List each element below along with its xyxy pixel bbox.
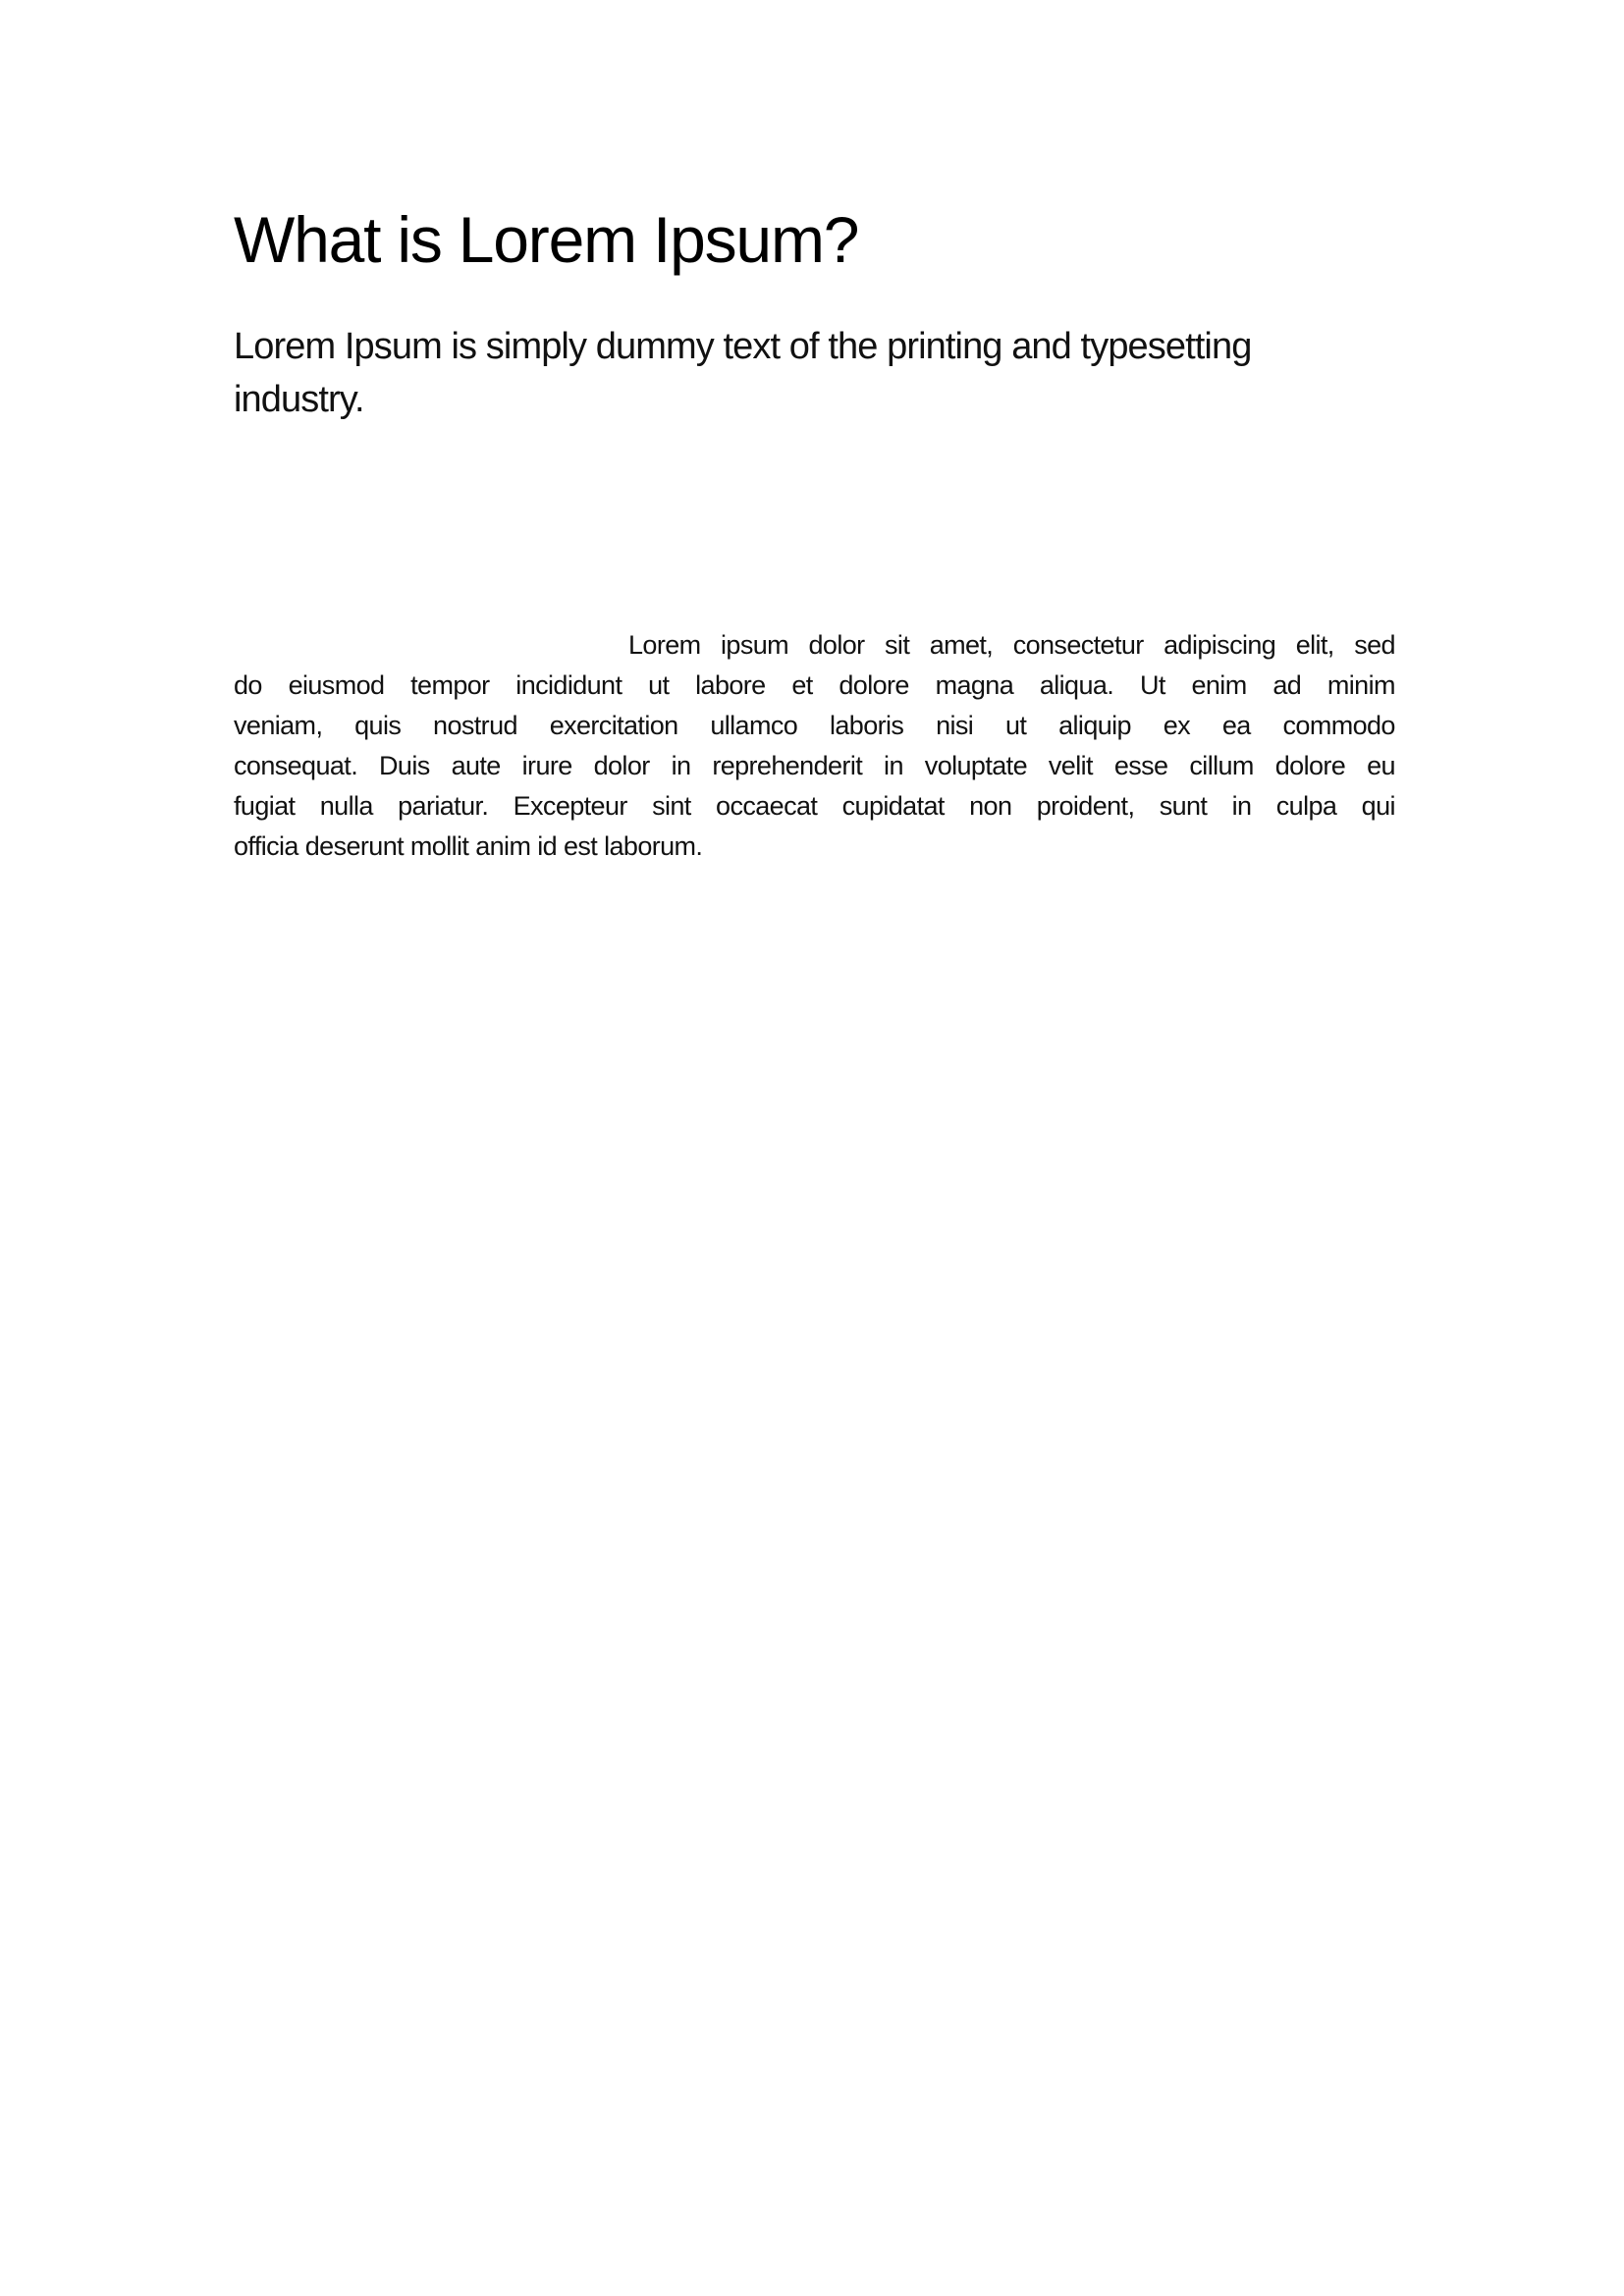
word: sint: [652, 791, 691, 821]
word: consequat.: [234, 751, 358, 780]
word: do: [234, 670, 262, 700]
word: et: [791, 670, 813, 700]
word: sunt: [1159, 791, 1208, 821]
paragraph-line: [234, 706, 1395, 746]
word: Lorem: [628, 630, 701, 660]
word: nostrud: [433, 711, 517, 740]
subtitle-line: Lorem Ipsum is simply dummy text of the printing and typesetting: [234, 326, 1252, 367]
word: eiusmod: [288, 670, 385, 700]
word: aute: [451, 751, 501, 780]
word: aliqua.: [1039, 670, 1114, 700]
word: reprehenderit: [712, 751, 863, 780]
word: in: [884, 751, 903, 780]
word: dolore: [1274, 751, 1346, 780]
word: in: [1231, 791, 1252, 821]
word: nisi: [936, 711, 974, 740]
word: culpa: [1275, 791, 1337, 821]
word: commodo: [1282, 711, 1395, 740]
word: ullamco: [710, 711, 798, 740]
word: ut: [1005, 711, 1027, 740]
paragraph-line: [234, 746, 1395, 786]
word: Excepteur: [513, 791, 627, 821]
word: magna: [935, 670, 1014, 700]
word: dolor: [808, 630, 865, 660]
word: esse: [1113, 751, 1168, 780]
word: nulla: [319, 791, 373, 821]
document-title: What is Lorem Ipsum?: [234, 203, 859, 276]
word: pariatur.: [398, 791, 489, 821]
paragraph-line: [628, 625, 1395, 666]
word: exercitation: [549, 711, 678, 740]
word: labore: [695, 670, 766, 700]
word: eu: [1367, 751, 1395, 780]
word: sed: [1354, 630, 1395, 660]
word: aliquip: [1058, 711, 1131, 740]
word: tempor: [410, 670, 490, 700]
word: elit,: [1295, 630, 1334, 660]
word: amet,: [929, 630, 994, 660]
word: velit: [1048, 751, 1093, 780]
word: sit: [885, 630, 910, 660]
word: ea: [1221, 711, 1251, 740]
word: dolor: [593, 751, 650, 780]
word: ipsum: [721, 630, 789, 660]
paragraph-line: [234, 666, 1395, 706]
word: occaecat: [716, 791, 818, 821]
word: veniam,: [234, 711, 323, 740]
word: ut: [648, 670, 670, 700]
word: irure: [521, 751, 572, 780]
word: cupidatat: [841, 791, 945, 821]
document-subtitle: [234, 320, 1395, 426]
word: dolore: [839, 670, 909, 700]
word: cillum: [1189, 751, 1254, 780]
word: qui: [1361, 791, 1395, 821]
word: ad: [1272, 670, 1302, 700]
word: minim: [1326, 670, 1395, 700]
word: incididunt: [515, 670, 623, 700]
word: fugiat: [234, 791, 296, 821]
word: quis: [354, 711, 402, 740]
word: voluptate: [924, 751, 1027, 780]
word: non: [969, 791, 1012, 821]
word: in: [671, 751, 691, 780]
word: ex: [1163, 711, 1191, 740]
word: Duis: [379, 751, 430, 780]
word: laboris: [829, 711, 904, 740]
paragraph-line: officia deserunt mollit anim id est laborum.: [234, 831, 703, 861]
word: enim: [1191, 670, 1247, 700]
paragraph-line: [234, 786, 1395, 827]
word: consectetur: [1012, 630, 1144, 660]
word: adipiscing: [1164, 630, 1276, 660]
body-paragraph: [234, 625, 1395, 867]
word: proident,: [1036, 791, 1135, 821]
subtitle-line: industry.: [234, 379, 364, 420]
word: Ut: [1139, 670, 1165, 700]
